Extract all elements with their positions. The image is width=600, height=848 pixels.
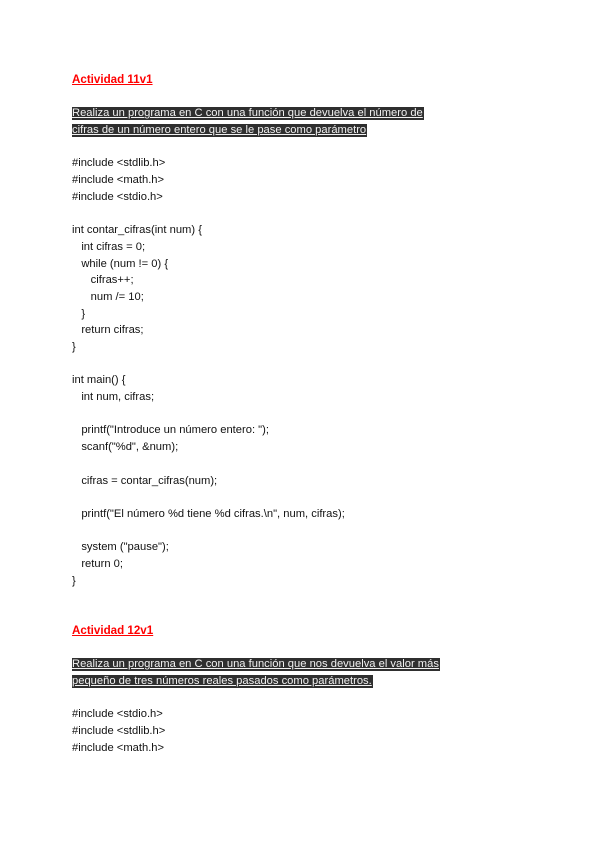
- spacer: [72, 589, 532, 606]
- code-line: int num, cifras;: [72, 391, 155, 404]
- code-line: [72, 406, 532, 423]
- prompt-text: cifras de un número entero que se le pase como parámetro: [72, 124, 367, 137]
- prompt-text: Realiza un programa en C con una función que devuelva el número de: [72, 107, 423, 120]
- code-line: }: [72, 341, 76, 353]
- code-line: }: [72, 307, 86, 320]
- code-line: int contar_cifras(int num) {: [72, 224, 202, 237]
- code-line: [72, 206, 532, 223]
- code-line: #include <math.h>: [72, 741, 165, 754]
- code-line: #include <stdlib.h>: [72, 724, 166, 737]
- spacer: [72, 606, 532, 623]
- code-block: [72, 155, 532, 589]
- prompt-line: [72, 122, 532, 139]
- spacer: [72, 689, 532, 706]
- prompt-line: [72, 656, 532, 673]
- prompt-text: pequeño de tres números reales pasados como parámetros.: [72, 674, 372, 687]
- code-line: [72, 356, 532, 373]
- code-line: printf("El número %d tiene %d cifras.\n", num, cifras);: [72, 507, 345, 520]
- code-line: cifras++;: [72, 274, 134, 287]
- prompt-line: [72, 673, 532, 690]
- spacer: [72, 639, 532, 656]
- code-line: scanf("%d", &num);: [72, 441, 179, 454]
- code-line: int cifras = 0;: [72, 240, 146, 253]
- code-line: system ("pause");: [72, 541, 169, 554]
- document-page: [72, 72, 532, 756]
- code-line: [72, 456, 532, 473]
- code-line: #include <stdio.h>: [72, 708, 163, 721]
- code-line: int main() {: [72, 374, 126, 387]
- spacer: [72, 139, 532, 156]
- prompt-text: Realiza un programa en C con una función que nos devuelva el valor más: [72, 658, 439, 671]
- prompt-line: [72, 105, 532, 122]
- activity-title: Actividad 11v1: [72, 73, 153, 86]
- code-line: while (num != 0) {: [72, 257, 169, 270]
- code-line: #include <stdio.h>: [72, 190, 163, 203]
- code-line: num /= 10;: [72, 290, 144, 303]
- code-line: #include <math.h>: [72, 174, 165, 187]
- code-line: #include <stdlib.h>: [72, 157, 166, 170]
- activity-title: Actividad 12v1: [72, 623, 154, 637]
- code-line: return cifras;: [72, 324, 144, 337]
- code-line: [72, 523, 532, 540]
- code-line: }: [72, 574, 76, 587]
- code-line: return 0;: [72, 557, 123, 570]
- code-line: [72, 489, 532, 506]
- code-line: cifras = contar_cifras(num);: [72, 474, 218, 487]
- code-line: printf("Introduce un número entero: ");: [72, 424, 269, 437]
- code-block: [72, 706, 532, 756]
- spacer: [72, 89, 532, 106]
